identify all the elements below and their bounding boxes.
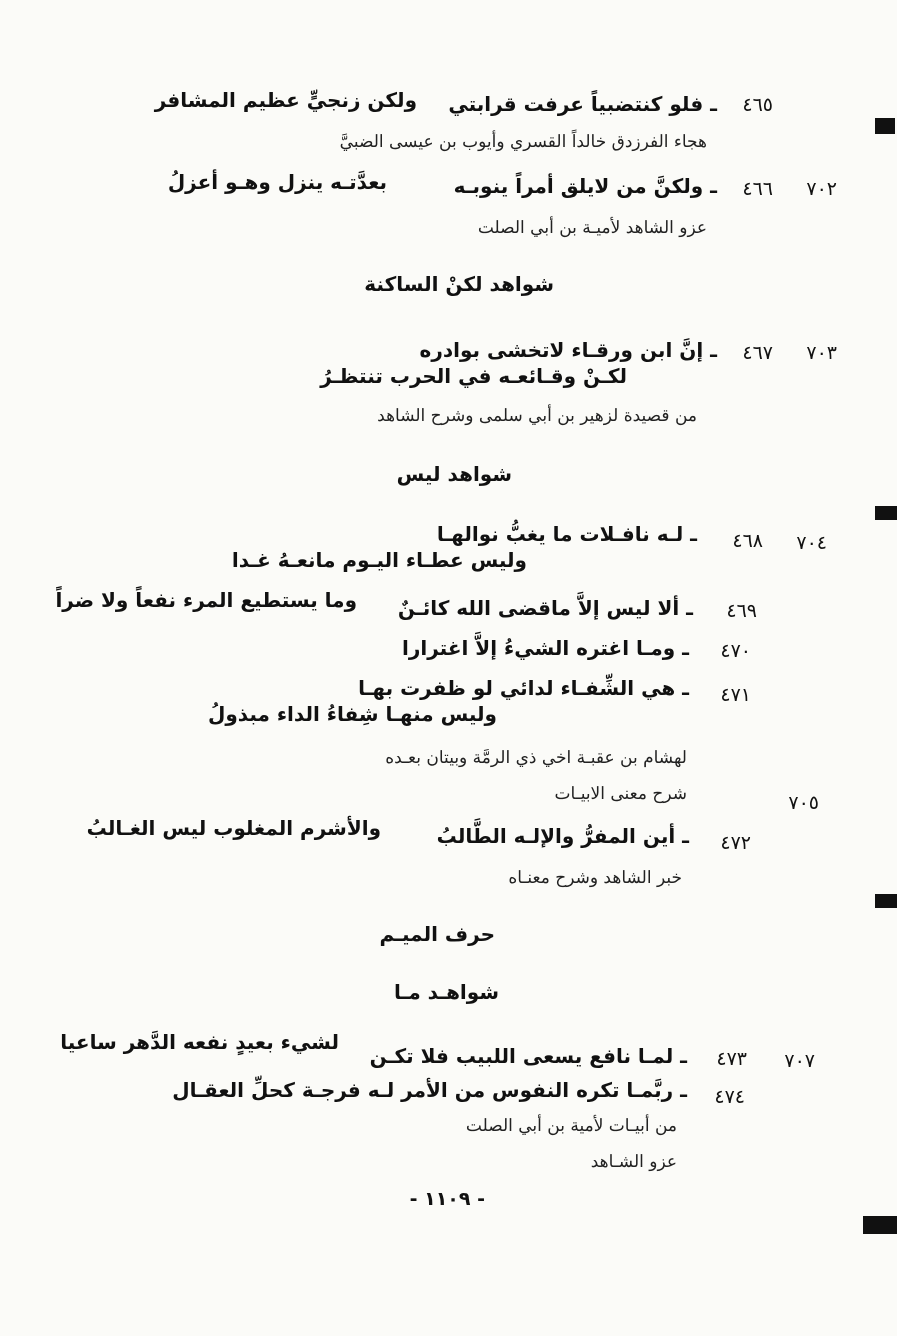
verse-first-hemistich: ـ ولكنَّ من لايلق أمراً ينوبـه bbox=[453, 174, 717, 198]
verse-note: هجاء الفرزدق خالداً القسري وأيوب بن عيسى الضبيَّ bbox=[339, 132, 707, 152]
reference-number: ٧٠٤ bbox=[796, 532, 827, 554]
verse-number: ٤٦٧ bbox=[742, 342, 773, 364]
page-number: - ١١٠٩ - bbox=[409, 1188, 485, 1210]
verse-second-hemistich: لشيء بعيدٍ نفعه الدَّهر ساعيا bbox=[60, 1030, 339, 1054]
verse-first-hemistich: ـ ألا ليس إلاَّ ماقضى الله كائـنٌ bbox=[397, 596, 693, 620]
section-heading: شواهد لكنْ الساكنة bbox=[364, 272, 554, 296]
verse-second-hemistich: وما يستطيع المرء نفعاً ولا ضراً bbox=[55, 588, 357, 612]
verse-number: ٤٧٢ bbox=[720, 832, 751, 854]
reference-number: ٧٠٣ bbox=[806, 342, 837, 364]
verse-note: لهشام بن عقبـة اخي ذي الرمَّة وبيتان بعـده bbox=[385, 748, 687, 768]
verse-number: ٤٧١ bbox=[720, 684, 751, 706]
verse-number: ٤٦٩ bbox=[726, 600, 757, 622]
verse-first-hemistich: ـ فلو كنتضبياً عرفت قرابتي bbox=[448, 92, 717, 116]
verse-second-hemistich: لكـنْ وقـائعـه في الحرب تنتظـرُ bbox=[320, 364, 627, 388]
verse-second-hemistich: والأشرم المغلوب ليس الغـالبُ bbox=[86, 816, 381, 840]
verse-number: ٤٧٣ bbox=[716, 1048, 747, 1070]
verse-number: ٤٧٤ bbox=[714, 1086, 745, 1108]
section-heading: حرف الميـم bbox=[379, 922, 495, 946]
verse-second-hemistich: بعدَّتـه ينزل وهـو أعزلُ bbox=[167, 170, 387, 194]
verse-note: خبر الشاهد وشرح معنـاه bbox=[508, 868, 682, 888]
verse-first-hemistich: ـ إنَّ ابن ورقـاء لاتخشى بوادره bbox=[419, 338, 717, 362]
section-heading: شواهد ليس bbox=[396, 462, 512, 486]
verse-second-hemistich: ولكن زنجيٍّ عظيم المشافر bbox=[154, 88, 417, 112]
verse-note: شرح معنى الابيـات bbox=[554, 784, 687, 804]
reference-number: ٧٠٥ bbox=[788, 792, 819, 814]
verse-note: من أبيـات لأمية بن أبي الصلت bbox=[465, 1116, 677, 1136]
scan-mark bbox=[863, 1216, 897, 1234]
reference-number: ٧٠٧ bbox=[784, 1050, 815, 1072]
verse-first-hemistich: ـ ربَّمـا تكره النفوس من الأمر لـه فرجـة كحلِّ العقـال bbox=[172, 1078, 687, 1102]
verse-note: من قصيدة لزهير بن أبي سلمى وشرح الشاهد bbox=[377, 406, 697, 426]
verse-second-hemistich: وليس منهـا شِفاءُ الداء مبذولُ bbox=[207, 702, 497, 726]
scan-mark bbox=[875, 894, 897, 908]
verse-number: ٤٦٥ bbox=[742, 94, 773, 116]
scan-mark bbox=[875, 118, 895, 134]
verse-first-hemistich: ـ ومـا اغتره الشيءُ إلاَّ اغترارا bbox=[401, 636, 689, 660]
verse-second-hemistich: وليس عطـاء اليـوم مانعـهُ غـدا bbox=[231, 548, 527, 572]
verse-number: ٤٦٦ bbox=[742, 178, 773, 200]
reference-number: ٧٠٢ bbox=[806, 178, 837, 200]
verse-first-hemistich: ـ هي الشِّفـاء لدائي لو ظفرت بهـا bbox=[358, 676, 689, 700]
verse-first-hemistich: ـ أين المفرُّ والإلـه الطَّالبُ bbox=[436, 824, 689, 848]
verse-note: عزو الشاهد لأميـة بن أبي الصلت bbox=[477, 218, 707, 238]
verse-first-hemistich: ـ لـه نافـلات ما يغبُّ نوالهـا bbox=[436, 522, 697, 546]
section-heading: شواهـد مـا bbox=[393, 980, 499, 1004]
verse-number: ٤٦٨ bbox=[732, 530, 763, 552]
verse-note: عزو الشـاهد bbox=[590, 1152, 677, 1172]
verse-first-hemistich: ـ لمـا نافع يسعى اللبيب فلا تكـن bbox=[369, 1044, 687, 1068]
scan-mark bbox=[875, 506, 897, 520]
verse-number: ٤٧٠ bbox=[720, 640, 751, 662]
